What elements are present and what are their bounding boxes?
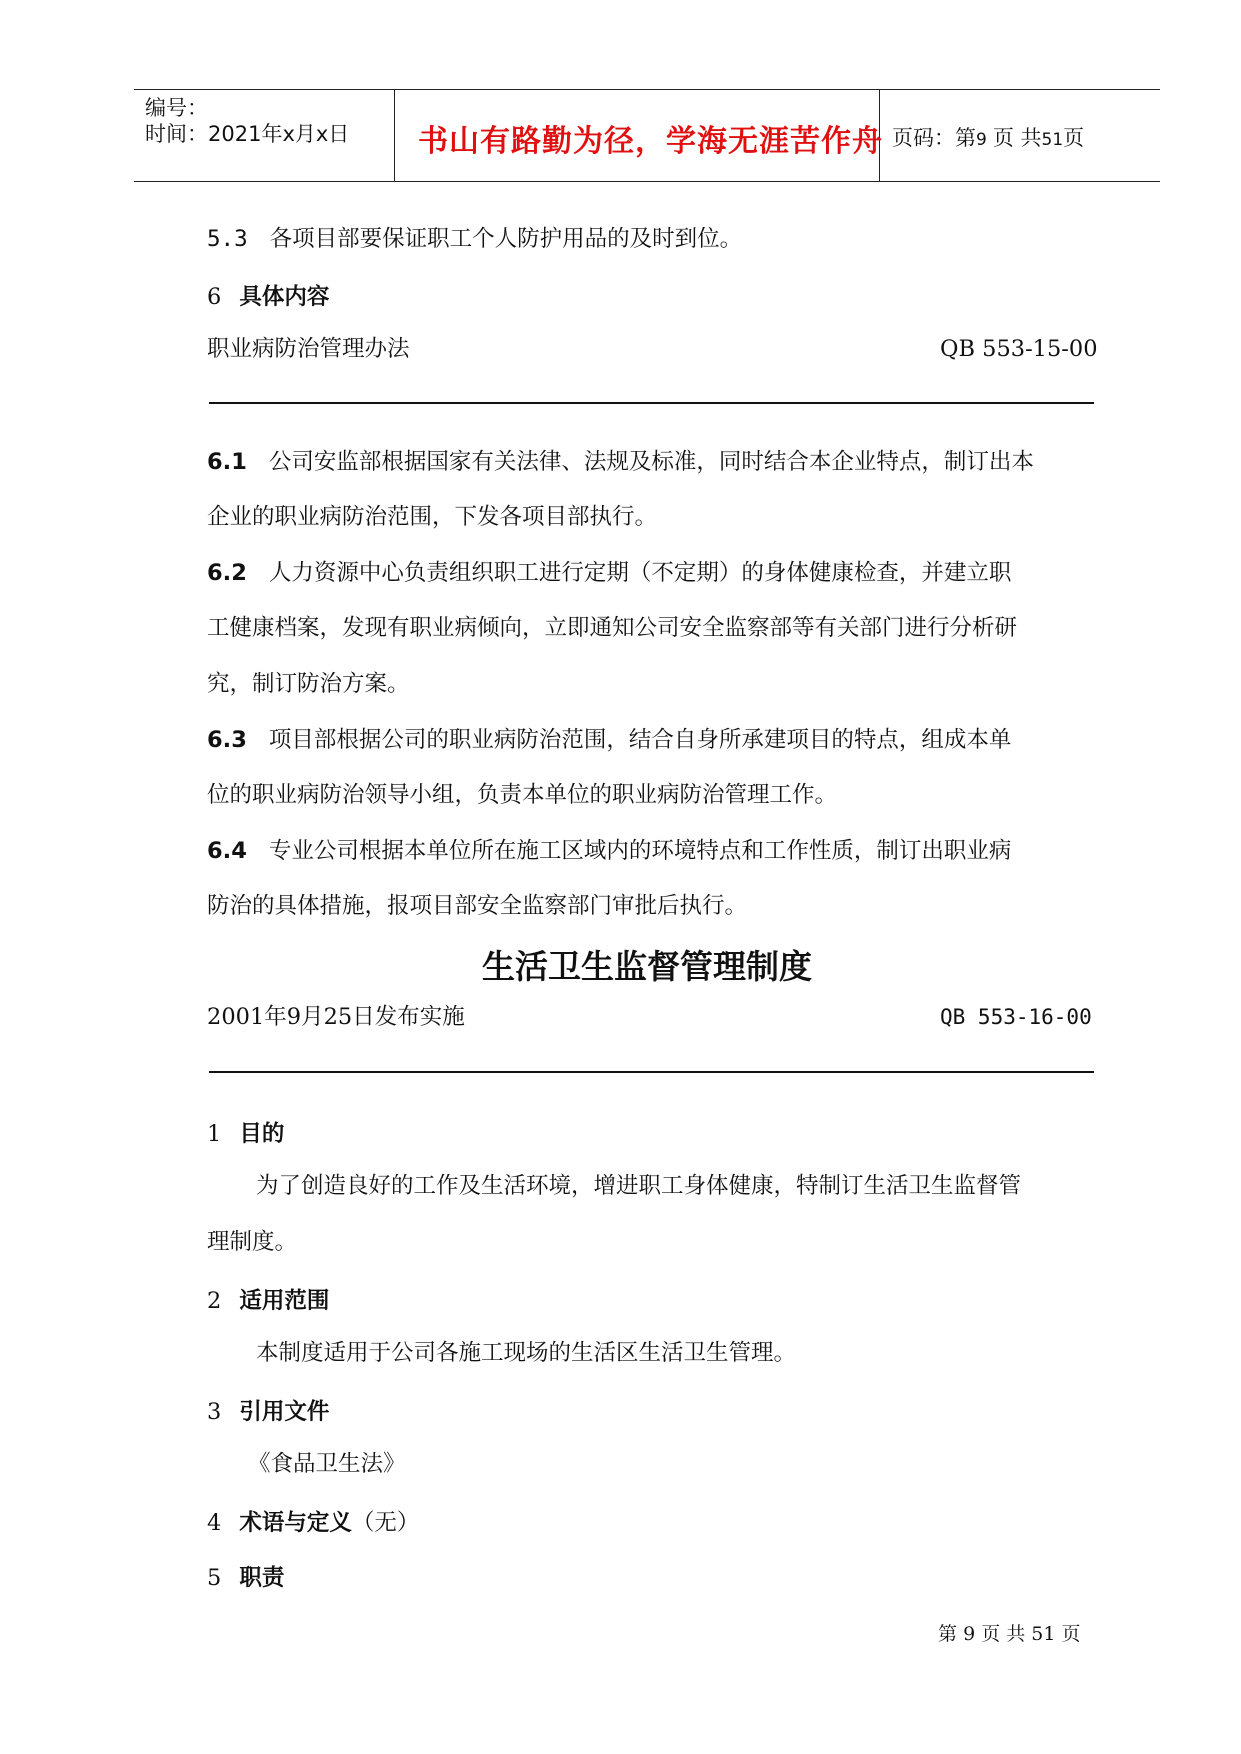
clause-number: 6.4 <box>207 838 247 864</box>
header-page-prefix: 页码：第 <box>892 126 976 150</box>
footer-total: 51 <box>1031 1623 1056 1645</box>
footer-prefix: 第 <box>938 1623 958 1645</box>
clause-6-3 <box>207 725 1011 755</box>
clause-text: 项目部根据公司的职业病防治范围，结合自身所承建项目的特点，组成本单 <box>268 727 1012 753</box>
section-number: 3 <box>207 1399 222 1425</box>
header-bottom-border <box>134 181 1160 182</box>
section-title: 适用范围 <box>239 1288 330 1314</box>
section-title: 术语与定义 <box>239 1510 352 1536</box>
document-number-label: 编号： <box>145 96 208 120</box>
section-2-heading <box>207 1283 329 1315</box>
section-4-heading <box>207 1505 419 1537</box>
clause-6-3-cont: 位的职业病防治领导小组，负责本单位的职业病防治管理工作。 <box>207 782 838 808</box>
section-1-text-cont: 理制度。 <box>207 1229 298 1255</box>
clause-number: 6.1 <box>207 449 247 475</box>
header-page-mid: 页 共 <box>992 126 1042 150</box>
clause-5-3 <box>207 224 742 254</box>
section-2-text: 本制度适用于公司各施工现场的生活区生活卫生管理。 <box>256 1340 797 1366</box>
section-number: 2 <box>207 1288 222 1314</box>
clause-number: 6.2 <box>207 560 247 586</box>
document-name: 职业病防治管理办法 <box>207 336 410 362</box>
header-page-total: 51 <box>1041 130 1064 150</box>
section-3-heading <box>207 1394 329 1426</box>
section-3-text: 《食品卫生法》 <box>248 1451 406 1477</box>
header-page-suffix: 页 <box>1063 126 1085 150</box>
document-time-label: 时间：2021年x月x日 <box>145 122 350 146</box>
clause-6-2-cont2: 究，制订防治方案。 <box>207 671 410 697</box>
footer-current: 9 <box>963 1623 976 1645</box>
header-page-current: 9 <box>976 130 987 150</box>
page-footer <box>938 1619 1081 1646</box>
section-title: 引用文件 <box>239 1399 330 1425</box>
footer-suffix: 页 <box>1061 1623 1081 1645</box>
document-divider-2 <box>209 1071 1094 1073</box>
footer-mid: 页 共 <box>981 1623 1026 1645</box>
header-page-info <box>892 122 1084 152</box>
section-title-suffix: （无） <box>351 1510 420 1536</box>
section-5-heading <box>207 1560 284 1592</box>
clause-text: 人力资源中心负责组织职工进行定期（不定期）的身体健康检查，并建立职 <box>268 560 1012 586</box>
clause-6-4 <box>207 836 1011 866</box>
section-1-text: 为了创造良好的工作及生活环境，增进职工身体健康，特制订生活卫生监督管 <box>256 1173 1022 1199</box>
section-title: 具体内容 <box>239 284 330 310</box>
document-divider <box>209 402 1094 404</box>
clause-6-1 <box>207 447 1034 477</box>
clause-6-1-cont: 企业的职业病防治范围，下发各项目部执行。 <box>207 504 658 530</box>
section-number: 1 <box>207 1121 222 1147</box>
section-title: 目的 <box>239 1121 285 1147</box>
document-code: QB 553-15-00 <box>940 336 1098 362</box>
clause-text: 各项目部要保证职工个人防护用品的及时到位。 <box>269 226 743 252</box>
clause-text: 专业公司根据本单位所在施工区域内的环境特点和工作性质，制订出职业病 <box>268 838 1012 864</box>
clause-6-2-cont: 工健康档案，发现有职业病倾向，立即通知公司安全监察部等有关部门进行分析研 <box>207 615 1018 641</box>
clause-number: 6.3 <box>207 727 247 753</box>
header-divider-left <box>394 89 395 181</box>
section-number: 5 <box>207 1565 222 1591</box>
clause-6-2 <box>207 558 1011 588</box>
section-title: 职责 <box>239 1565 285 1591</box>
document-title: 生活卫生监督管理制度 <box>482 947 812 986</box>
section-1-heading <box>207 1116 284 1148</box>
clause-number: 5.3 <box>207 226 248 252</box>
section-number: 4 <box>207 1510 222 1536</box>
header-top-border <box>134 89 1160 90</box>
header-motto: 书山有路勤为径，学海无涯苦作舟 <box>418 124 883 159</box>
section-number: 6 <box>207 284 222 310</box>
clause-text: 公司安监部根据国家有关法律、法规及标准，同时结合本企业特点，制订出本 <box>268 449 1034 475</box>
section-6-heading <box>207 279 329 311</box>
document-code-2: QB 553-16-00 <box>940 1005 1092 1029</box>
document-publish-date: 2001年9月25日发布实施 <box>207 1004 465 1030</box>
clause-6-4-cont: 防治的具体措施，报项目部安全监察部门审批后执行。 <box>207 893 748 919</box>
